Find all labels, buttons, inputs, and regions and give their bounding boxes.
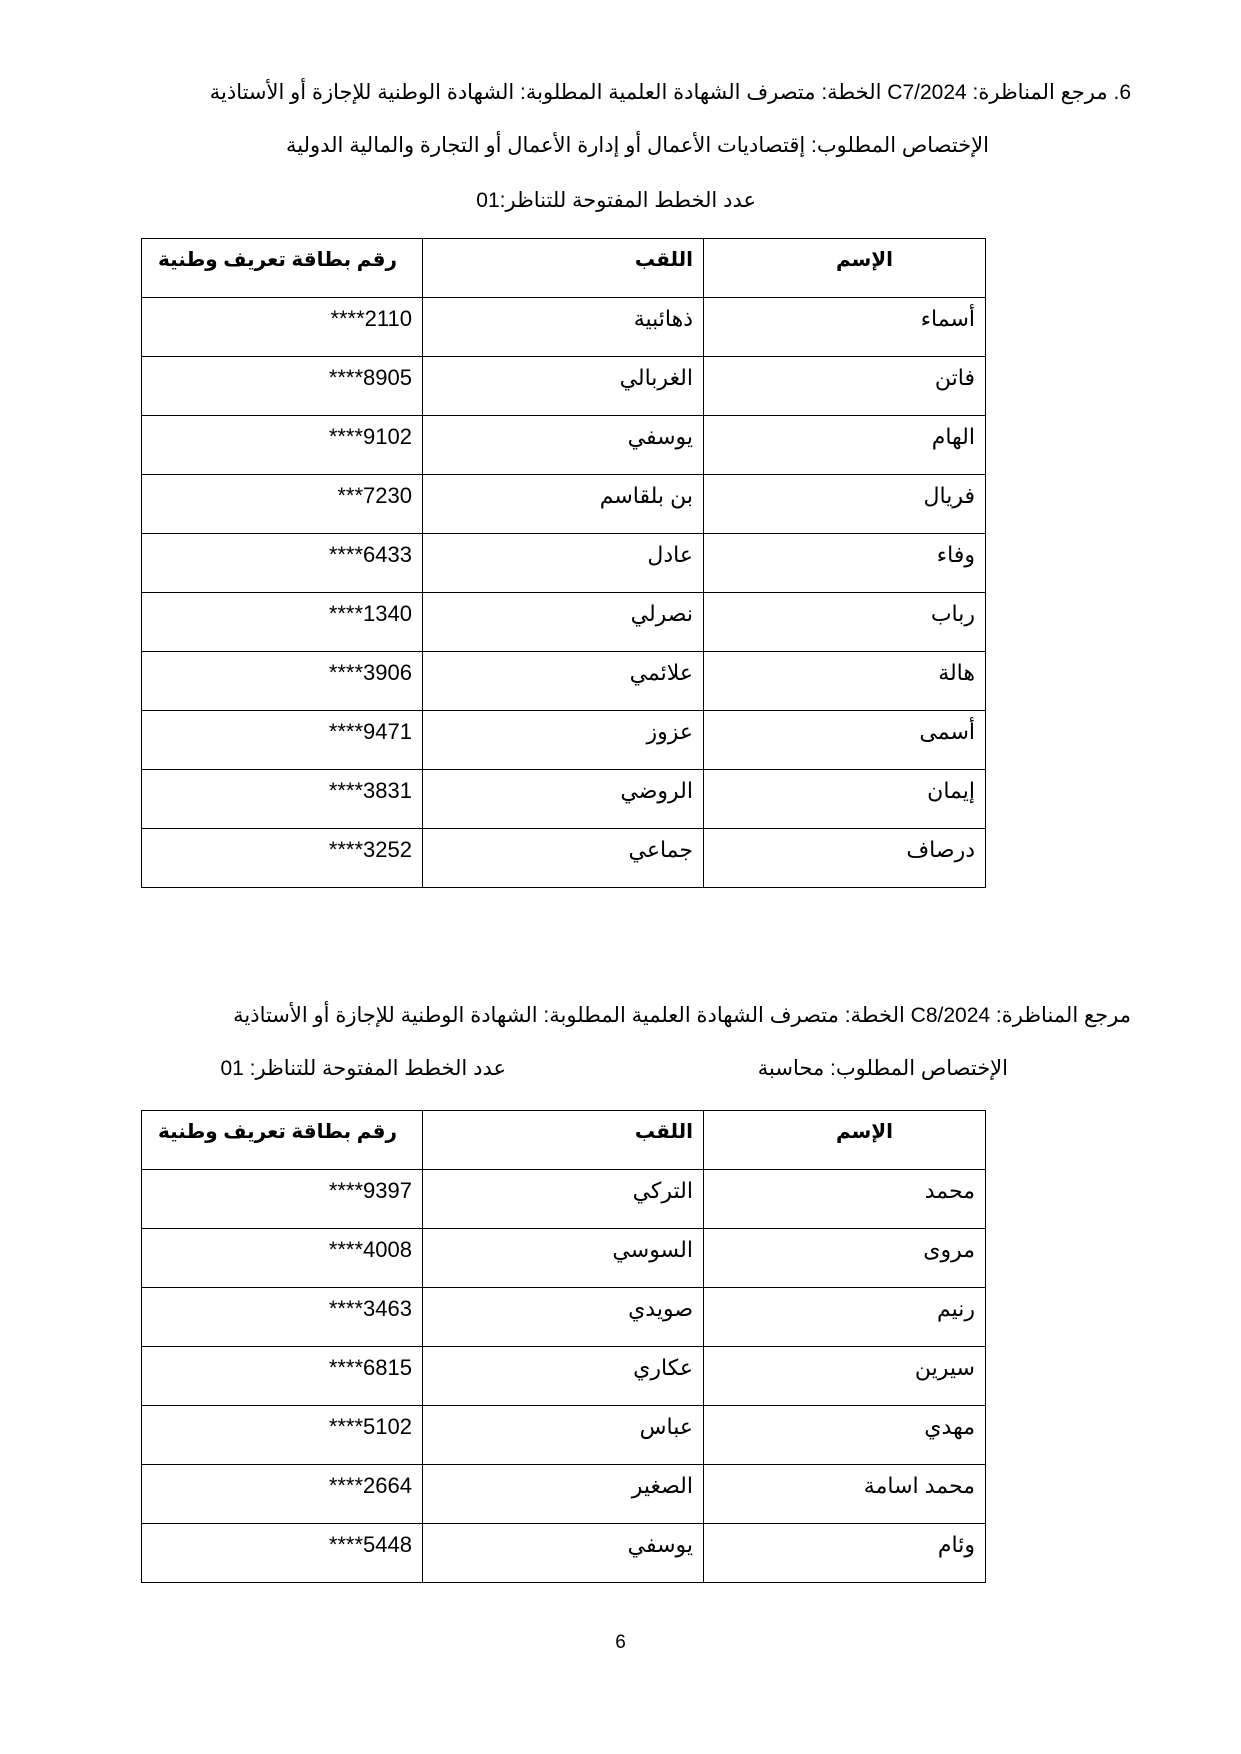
section1-open-positions-label: عدد الخطط المفتوحة للتناظر: [499, 189, 756, 212]
section1-open-positions-value: 01 [476, 189, 500, 212]
candidate-id-cell: ****3252 [142, 829, 423, 888]
table-row [142, 475, 986, 534]
candidate-surname-cell: الروضي [423, 770, 704, 829]
candidate-surname-cell: جماعي [423, 829, 704, 888]
table-row [142, 1347, 986, 1406]
table-row [142, 416, 986, 475]
section1-plan-info: الخطة: متصرف الشهادة العلمية المطلوبة: الشهادة الوطنية للإجازة أو الأستاذية [209, 81, 882, 104]
table-header-row [142, 239, 986, 298]
candidate-name-cell: فاتن [704, 357, 986, 416]
table-row [142, 1465, 986, 1524]
column-header-name: الإسم [704, 239, 986, 298]
table-row [142, 770, 986, 829]
section1-number: 6. [1113, 81, 1131, 104]
candidate-name-cell: وئام [704, 1524, 986, 1583]
candidate-surname-cell: عادل [423, 534, 704, 593]
candidate-surname-cell: عكاري [423, 1347, 704, 1406]
section2-title-line [233, 1003, 1131, 1028]
candidate-id-cell: ****8905 [142, 357, 423, 416]
candidate-surname-cell: ذهائبية [423, 298, 704, 357]
table-row [142, 298, 986, 357]
candidate-surname-cell: بن بلقاسم [423, 475, 704, 534]
candidate-id-cell: ****9397 [142, 1170, 423, 1229]
candidate-id-cell: ****3831 [142, 770, 423, 829]
table-row [142, 1170, 986, 1229]
section1-title-line [210, 80, 1131, 105]
section1-specialty: الإختصاص المطلوب: إقتصاديات الأعمال أو إدارة الأعمال أو التجارة والمالية الدولية [285, 134, 989, 157]
table-row [142, 1524, 986, 1583]
candidate-name-cell: إيمان [704, 770, 986, 829]
candidate-name-cell: مهدي [704, 1406, 986, 1465]
candidate-name-cell: هالة [704, 652, 986, 711]
candidate-name-cell: أسماء [704, 298, 986, 357]
candidate-id-cell: ****9102 [142, 416, 423, 475]
candidate-id-cell: ****6433 [142, 534, 423, 593]
table-row [142, 829, 986, 888]
candidate-name-cell: الهام [704, 416, 986, 475]
candidate-surname-cell: نصرلي [423, 593, 704, 652]
column-header-name: الإسم [704, 1111, 986, 1170]
column-header-surname: اللقب [423, 239, 704, 298]
section2-open-positions-value: 01 [220, 1057, 244, 1080]
candidate-surname-cell: عزوز [423, 711, 704, 770]
section1-open-positions [476, 188, 756, 213]
candidate-id-cell: ****9471 [142, 711, 423, 770]
candidate-id-cell: ****5102 [142, 1406, 423, 1465]
candidate-id-cell: ****6815 [142, 1347, 423, 1406]
section2-open-positions [220, 1056, 506, 1081]
section2-specialty: الإختصاص المطلوب: محاسبة [757, 1057, 1008, 1080]
column-header-surname: اللقب [423, 1111, 704, 1170]
candidate-surname-cell: التركي [423, 1170, 704, 1229]
candidate-id-cell: ***7230 [142, 475, 423, 534]
section2-open-positions-label: عدد الخطط المفتوحة للتناظر: [249, 1057, 506, 1080]
candidate-id-cell: ****5448 [142, 1524, 423, 1583]
candidate-name-cell: سيرين [704, 1347, 986, 1406]
candidate-id-cell: ****1340 [142, 593, 423, 652]
candidate-id-cell: ****3463 [142, 1288, 423, 1347]
table-row [142, 534, 986, 593]
table-row [142, 1288, 986, 1347]
section2-plan-info: الخطة: متصرف الشهادة العلمية المطلوبة: الشهادة الوطنية للإجازة أو الأستاذية [233, 1004, 905, 1027]
candidate-name-cell: وفاء [704, 534, 986, 593]
candidate-surname-cell: عباس [423, 1406, 704, 1465]
candidate-surname-cell: يوسفي [423, 416, 704, 475]
column-header-id: رقم بطاقة تعريف وطنية [142, 239, 423, 298]
candidate-id-cell: ****2110 [142, 298, 423, 357]
candidate-surname-cell: السوسي [423, 1229, 704, 1288]
candidate-surname-cell: يوسفي [423, 1524, 704, 1583]
table-row [142, 652, 986, 711]
table-row [142, 1229, 986, 1288]
section1-ref-label: مرجع المناظرة: [972, 81, 1108, 104]
candidate-id-cell: ****3906 [142, 652, 423, 711]
candidate-name-cell: فريال [704, 475, 986, 534]
candidate-name-cell: محمد اسامة [704, 1465, 986, 1524]
candidate-id-cell: ****4008 [142, 1229, 423, 1288]
candidate-surname-cell: علائمي [423, 652, 704, 711]
page-number: 6 [615, 1632, 626, 1653]
candidate-surname-cell: صويدي [423, 1288, 704, 1347]
candidate-name-cell: أسمى [704, 711, 986, 770]
candidate-name-cell: رباب [704, 593, 986, 652]
candidate-surname-cell: الغربالي [423, 357, 704, 416]
candidate-name-cell: محمد [704, 1170, 986, 1229]
candidate-name-cell: درصاف [704, 829, 986, 888]
section2-candidates-table [141, 1110, 986, 1583]
section1-candidates-table [141, 238, 986, 888]
candidate-name-cell: رنيم [704, 1288, 986, 1347]
table-row [142, 711, 986, 770]
section2-ref-code: C8/2024 [910, 1004, 991, 1027]
column-header-id: رقم بطاقة تعريف وطنية [142, 1111, 423, 1170]
table-header-row [142, 1111, 986, 1170]
table-row [142, 1406, 986, 1465]
table-row [142, 357, 986, 416]
candidate-surname-cell: الصغير [423, 1465, 704, 1524]
table-row [142, 593, 986, 652]
section1-ref-code: C7/2024 [887, 81, 967, 104]
candidate-name-cell: مروى [704, 1229, 986, 1288]
section2-ref-label: مرجع المناظرة: [995, 1004, 1131, 1027]
candidate-id-cell: ****2664 [142, 1465, 423, 1524]
